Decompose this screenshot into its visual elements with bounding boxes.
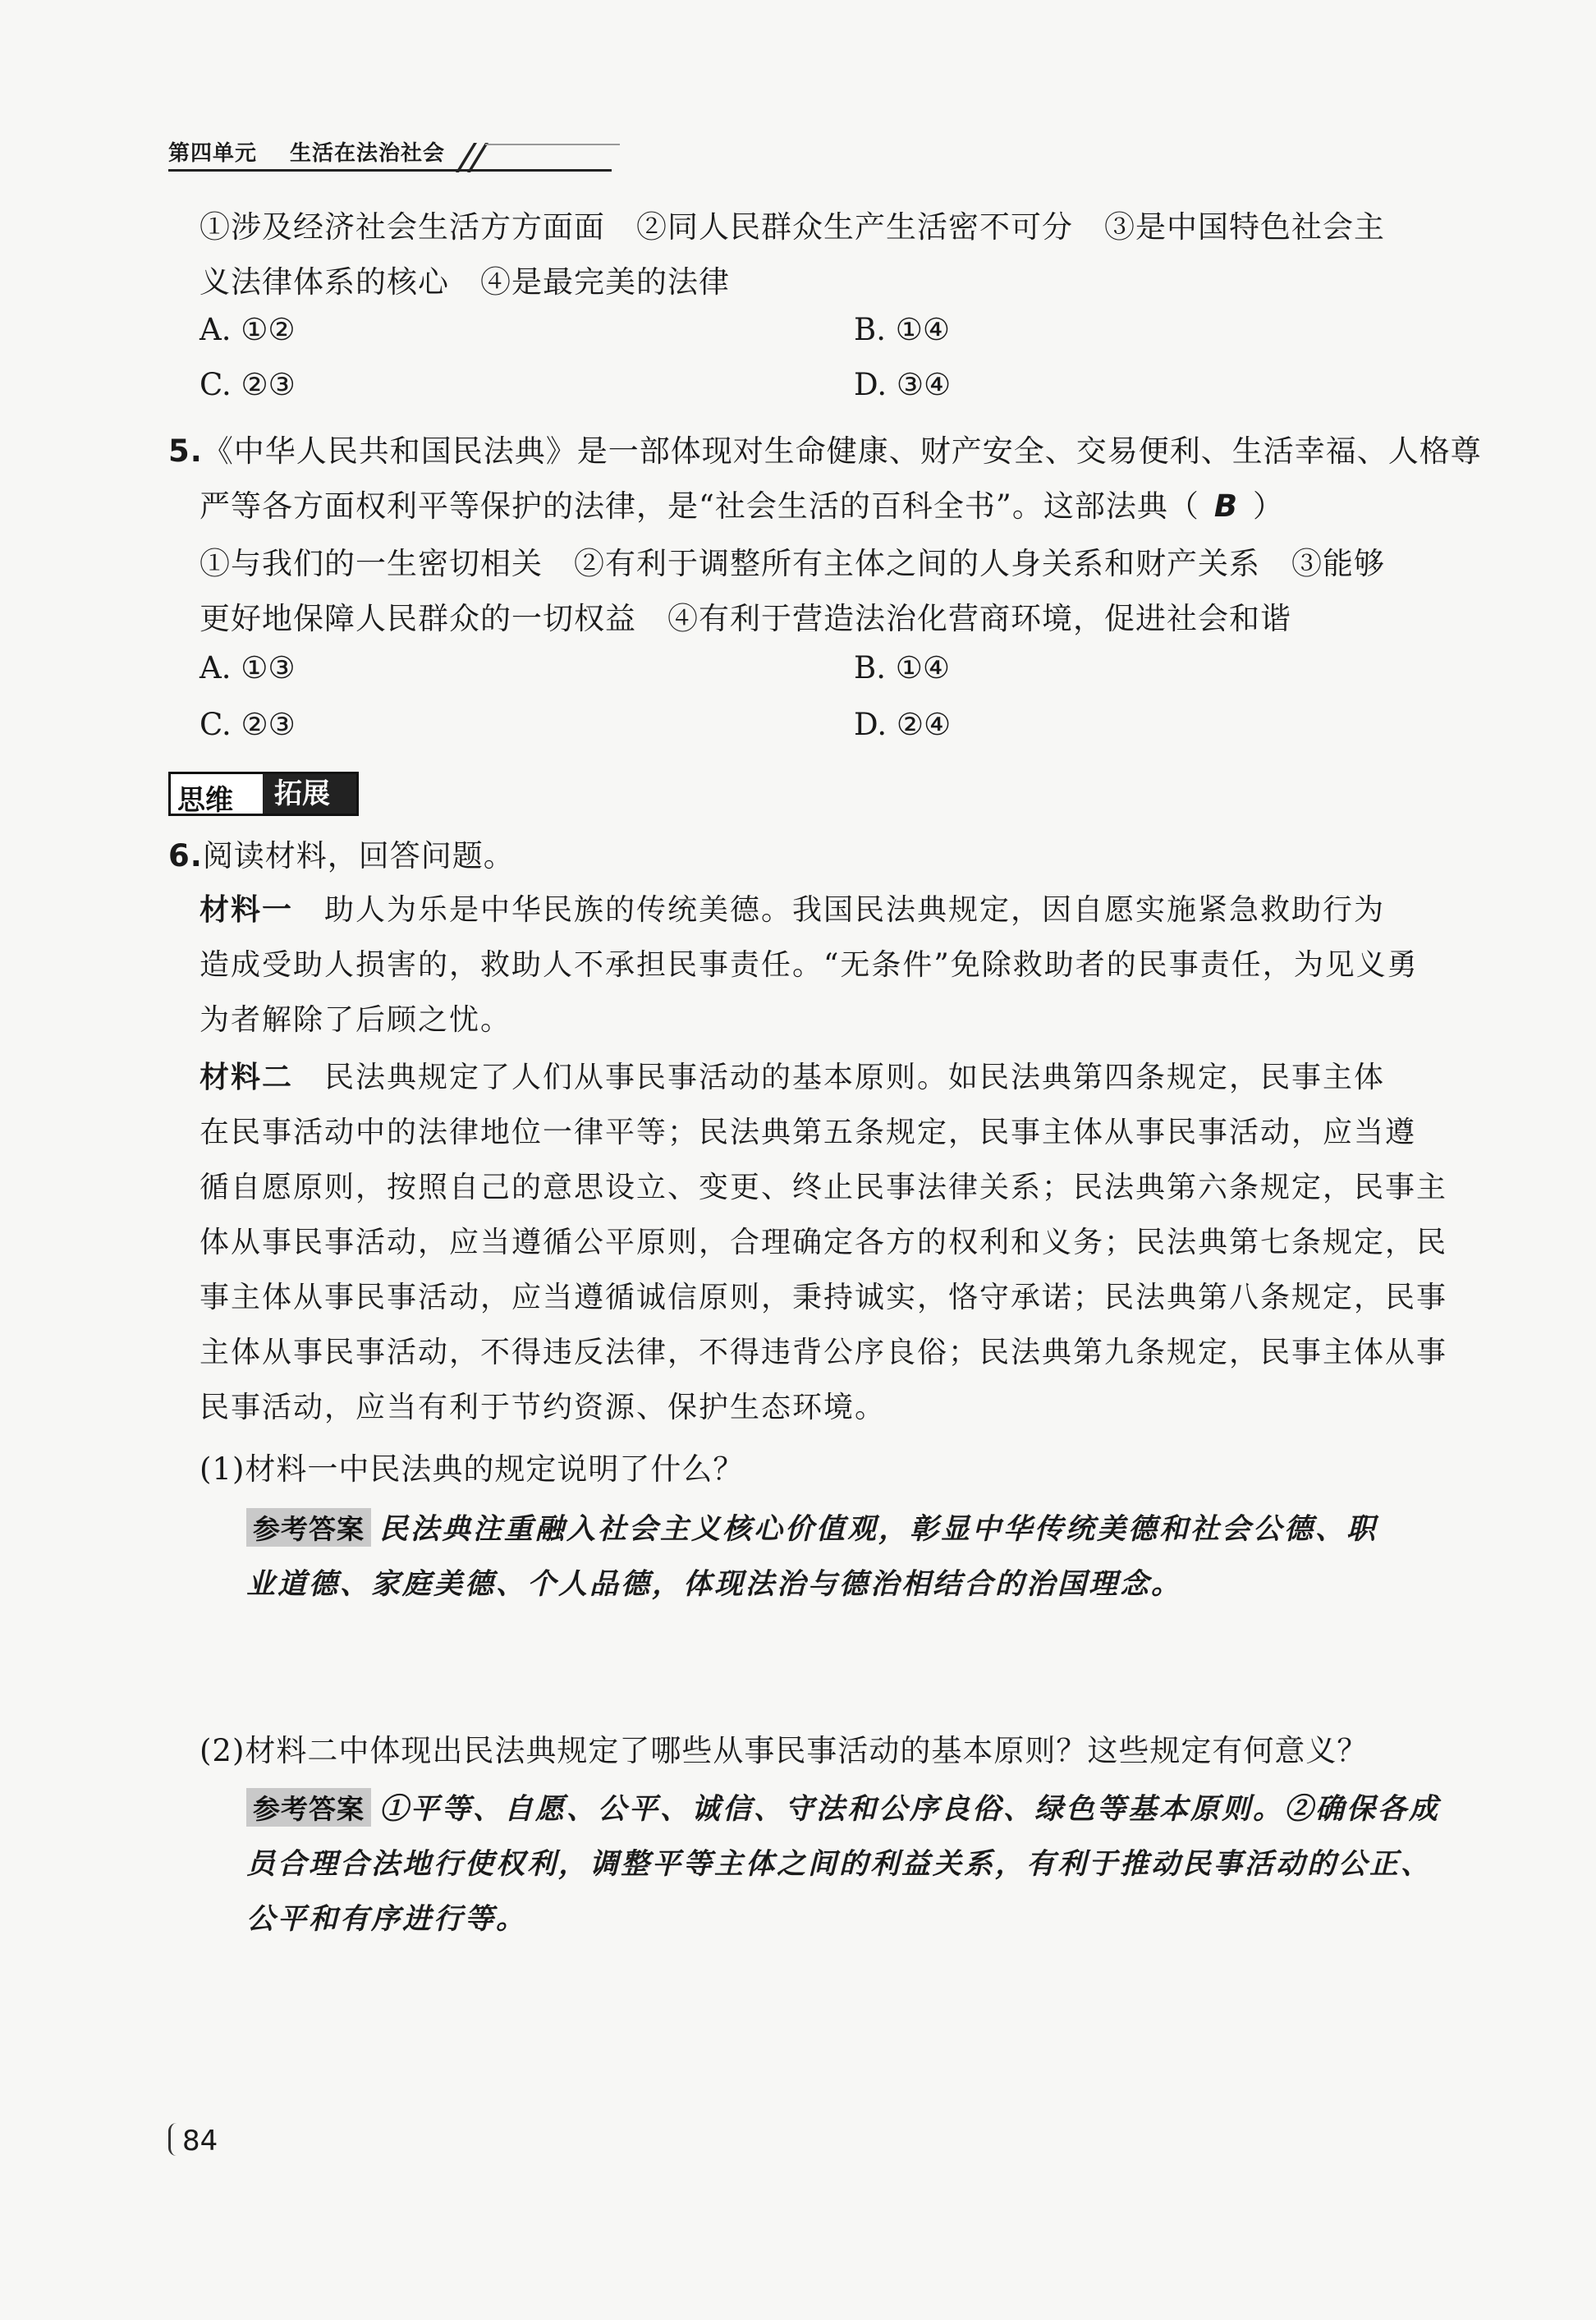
q5-stem-text2: 严等各方面权利平等保护的法律，是“社会生活的百科全书”。这部法典（ [200, 488, 1199, 524]
q6-sub2-answer-text2: 员合理合法地行使权利，调整平等主体之间的利益关系，有利于推动民事活动的公正、 [246, 1847, 1433, 1881]
unit-title: 生活在法治社会 [290, 141, 446, 166]
q6-sub1-answer-text2: 业道德、家庭美德、个人品德，体现法治与德治相结合的治国理念。 [246, 1567, 1183, 1601]
page-number: 84 [182, 2125, 218, 2157]
q6-sub2-answer-text3: 公平和有序进行等。 [246, 1902, 528, 1936]
material2-line3: 循自愿原则，按照自己的意思设立、变更、终止民事法律关系；民法典第六条规定，民事主 [200, 1171, 1448, 1204]
q6-sub2-answer-line1 [246, 1786, 1440, 1827]
unit-label: 第四单元 [168, 141, 258, 166]
q6-sub1-answer-line1 [246, 1506, 1378, 1547]
section-badge-part2: 拓展 [263, 774, 356, 814]
q6-sub1-answer-line2 [246, 1561, 1182, 1602]
q5-stem-line1 [168, 426, 1482, 470]
material1-label: 材料一 [200, 893, 294, 927]
material1-line1 [200, 887, 1385, 928]
header-slash-decoration [456, 138, 620, 174]
material2-line2: 在民事活动中的法律地位一律平等；民法典第五条规定，民事主体从事民事活动，应当遵 [200, 1116, 1417, 1149]
material2-label: 材料二 [200, 1061, 294, 1094]
q4-option-b: B. ①④ [854, 312, 951, 347]
q5-stem-text1: 《中华人民共和国民法典》是一部体现对生命健康、财产安全、交易便利、生活幸福、人格尊 [202, 433, 1482, 469]
q5-answer-mark: B [1213, 488, 1239, 524]
q5-statements-line2: 更好地保障人民群众的一切权益 ④有利于营造法治化营商环境，促进社会和谐 [200, 601, 1291, 636]
q5-statements-line1: ①与我们的一生密切相关 ②有利于调整所有主体之间的人身关系和财产关系 ③能够 [200, 546, 1385, 581]
q4-statements-line1: ①涉及经济社会生活方方面面 ②同人民群众生产生活密不可分 ③是中国特色社会主 [200, 209, 1385, 245]
section-badge-part1: 思维 [177, 784, 233, 817]
q5-option-a: A. ①③ [200, 650, 296, 685]
q5-stem-line2 [200, 481, 1284, 525]
q5-option-c: C. ②③ [200, 707, 296, 742]
material1-line3: 为者解除了后顾之忧。 [200, 1003, 512, 1037]
q6-sub1-answer-text1: 民法典注重融入社会主义核心价值观，彰显中华传统美德和社会公德、职 [379, 1512, 1378, 1546]
q6-sub2-question: (2)材料二中体现出民法典规定了哪些从事民事活动的基本原则？这些规定有何意义？ [200, 1733, 1369, 1768]
material2-line6: 主体从事民事活动，不得违反法律，不得违背公序良俗；民法典第九条规定，民事主体从事 [200, 1336, 1448, 1369]
material2-text1: 民法典规定了人们从事民事活动的基本原则。如民法典第四条规定，民事主体 [324, 1061, 1386, 1094]
page-number-decoration [168, 2123, 182, 2156]
material2-line1 [200, 1054, 1385, 1096]
q5-option-d: D. ②④ [854, 707, 952, 742]
q4-option-d: D. ③④ [854, 367, 952, 402]
material2-line5: 事主体从事民事活动，应当遵循诚信原则，秉持诚实，恪守承诺；民法典第八条规定，民事 [200, 1281, 1448, 1314]
q6-stem [168, 831, 515, 875]
q6-sub2-answer-tag: 参考答案 [246, 1788, 371, 1827]
section-badge [168, 772, 359, 816]
q4-option-c: C. ②③ [200, 367, 296, 402]
q6-sub1-answer-tag: 参考答案 [246, 1508, 371, 1547]
q6-stem-text: 阅读材料，回答问题。 [202, 838, 515, 873]
q5-number: 5. [168, 433, 203, 469]
q5-stem-close: ） [1253, 488, 1285, 524]
q6-sub2-answer-text1: ①平等、自愿、公平、诚信、守法和公序良俗、绿色等基本原则。②确保各成 [379, 1792, 1441, 1826]
material2-line7: 民事活动，应当有利于节约资源、保护生态环境。 [200, 1391, 887, 1424]
material2-line4: 体从事民事活动，应当遵循公平原则，合理确定各方的权利和义务；民法典第七条规定，民 [200, 1226, 1448, 1259]
q6-sub2-answer-line3 [246, 1896, 527, 1937]
material1-line2: 造成受助人损害的，救助人不承担民事责任。“无条件”免除救助者的民事责任，为见义勇 [200, 948, 1419, 982]
q4-option-a: A. ①② [200, 312, 296, 347]
q6-number: 6. [168, 838, 203, 873]
q4-statements-line2: 义法律体系的核心 ④是最完美的法律 [200, 264, 730, 300]
q6-sub2-answer-line2 [246, 1841, 1432, 1882]
q5-option-b: B. ①④ [854, 650, 951, 685]
material1-text1: 助人为乐是中华民族的传统美德。我国民法典规定，因自愿实施紧急救助行为 [324, 893, 1386, 927]
q6-sub1-question: (1)材料一中民法典的规定说明了什么？ [200, 1451, 745, 1487]
